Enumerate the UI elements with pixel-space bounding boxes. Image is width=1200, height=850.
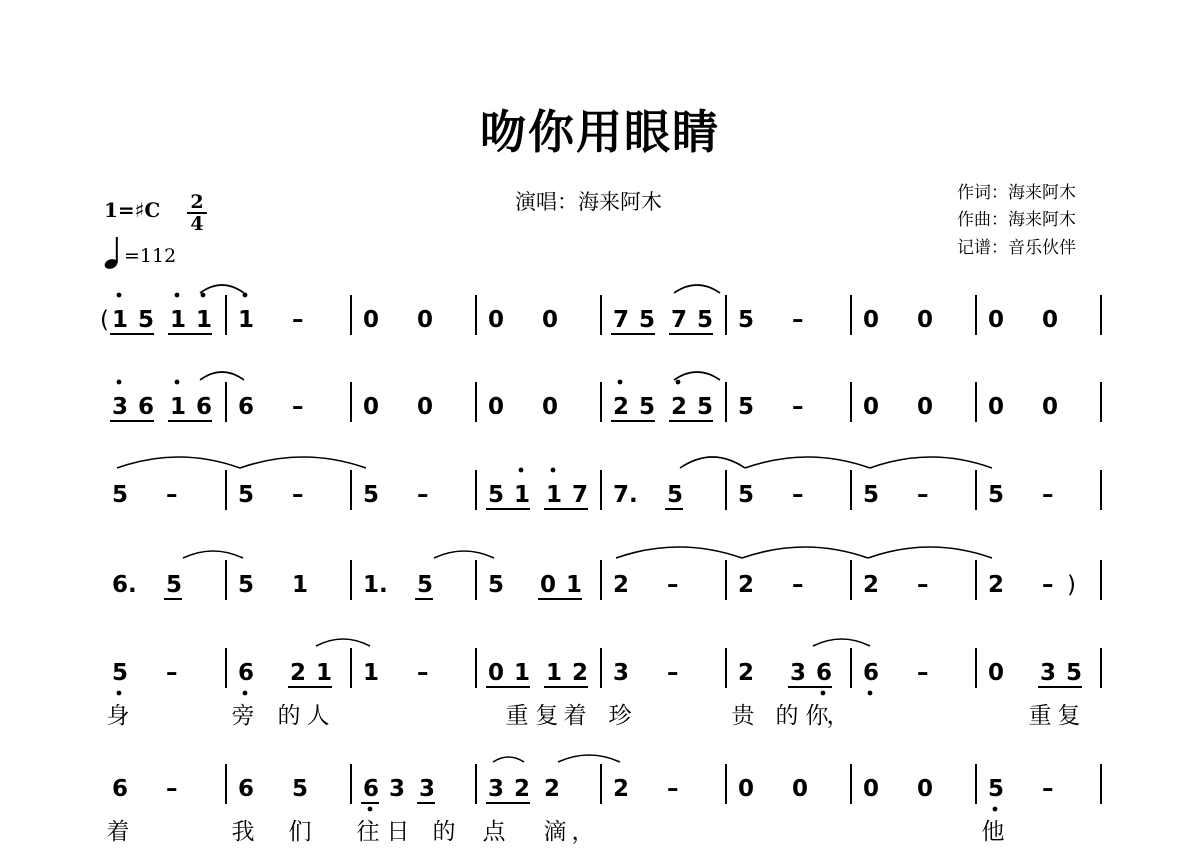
dash-sustain: – xyxy=(917,572,929,598)
note-digit: 5 xyxy=(697,394,714,420)
tie-arc xyxy=(558,755,620,762)
composer-credit: 作曲：海来阿木 xyxy=(957,210,1076,230)
note-digit: 3 xyxy=(790,660,807,686)
note-digit: 3 xyxy=(419,776,436,802)
note-digit: 1 xyxy=(546,660,563,686)
note-digit: 6 xyxy=(138,394,155,420)
note-digit: 1 xyxy=(238,307,255,333)
note-digit: 2 xyxy=(863,572,880,598)
lyric-syllable: 重 xyxy=(1028,703,1052,729)
note-digit: 1 xyxy=(170,307,187,333)
lyric-syllable: 的 xyxy=(432,819,456,845)
low-octave-dot xyxy=(821,691,826,696)
dash-sustain: – xyxy=(917,660,929,686)
note-digit: 0 xyxy=(488,394,505,420)
note-digit: 3 xyxy=(112,394,129,420)
note-digit: 6 xyxy=(238,394,255,420)
note-digit: 6 xyxy=(363,776,380,802)
note-digit: 0 xyxy=(988,307,1005,333)
dash-sustain: – xyxy=(292,394,304,420)
tie-arc xyxy=(745,457,870,468)
note-digit: 2 xyxy=(544,776,561,802)
lyric-syllable: 复 xyxy=(535,703,559,729)
note-digit: 1. xyxy=(363,572,388,598)
dash-sustain: – xyxy=(917,482,929,508)
lyric-syllable: 你 xyxy=(805,703,829,729)
dash-sustain: – xyxy=(417,482,429,508)
tie-arc xyxy=(742,547,868,558)
high-octave-dot xyxy=(618,380,623,385)
note-digit: 2 xyxy=(613,394,630,420)
note-digit: 0 xyxy=(542,307,559,333)
note-digit: 0 xyxy=(1042,307,1059,333)
intro-close-paren: ) xyxy=(1067,572,1076,598)
lyric-syllable: 他 xyxy=(981,819,1005,845)
note-digit: 5 xyxy=(166,572,183,598)
note-digit: 0 xyxy=(863,307,880,333)
note-digit: 2 xyxy=(613,572,630,598)
note-digit: 5 xyxy=(639,307,656,333)
note-digit: 5 xyxy=(488,572,505,598)
low-octave-dot xyxy=(117,691,122,696)
note-digit: 5 xyxy=(863,482,880,508)
note-digit: 1 xyxy=(316,660,333,686)
note-digit: 6 xyxy=(238,660,255,686)
note-digit: 5 xyxy=(138,307,155,333)
note-digit: 1 xyxy=(292,572,309,598)
note-digit: 0 xyxy=(917,307,934,333)
note-digit: 6 xyxy=(816,660,833,686)
dash-sustain: – xyxy=(667,776,679,802)
note-digit: 0 xyxy=(540,572,557,598)
note-digit: 2 xyxy=(572,660,589,686)
lyric-syllable: 往 xyxy=(356,819,380,845)
lyricist-credit: 作词：海来阿木 xyxy=(957,183,1076,203)
note-digit: 5 xyxy=(988,776,1005,802)
tie-arc xyxy=(183,551,243,558)
lyric-syllable: 身 xyxy=(106,703,130,729)
high-octave-dot xyxy=(551,468,556,473)
note-digit: 5 xyxy=(1066,660,1083,686)
note-digit: 0 xyxy=(792,776,809,802)
time-signature-bottom: 4 xyxy=(190,213,204,235)
tie-arc xyxy=(316,639,370,646)
note-digit: 5 xyxy=(292,776,309,802)
note-digit: 5 xyxy=(417,572,434,598)
note-digit: 0 xyxy=(417,307,434,333)
tempo-value: =112 xyxy=(124,245,177,267)
lyric-syllable: 的 xyxy=(775,703,799,729)
tie-arc xyxy=(616,547,742,558)
tie-arc xyxy=(870,457,992,468)
note-digit: 3 xyxy=(1040,660,1057,686)
high-octave-dot xyxy=(201,293,206,298)
dash-sustain: – xyxy=(667,572,679,598)
note-digit: 0 xyxy=(488,660,505,686)
note-digit: 2 xyxy=(671,394,688,420)
note-digit: 5 xyxy=(363,482,380,508)
dash-sustain: – xyxy=(1042,482,1054,508)
lyric-syllable: 复 xyxy=(1057,703,1081,729)
note-digit: 5 xyxy=(738,394,755,420)
note-digit: 1 xyxy=(170,394,187,420)
lyric-syllable: 滴 xyxy=(543,819,567,845)
note-digit: 0 xyxy=(417,394,434,420)
lyric-syllable: 贵 xyxy=(731,703,755,729)
high-octave-dot xyxy=(175,293,180,298)
tie-arc xyxy=(493,757,524,762)
note-digit: 0 xyxy=(488,307,505,333)
note-digit: 6 xyxy=(112,776,129,802)
note-digit: 0 xyxy=(917,776,934,802)
note-digit: 5 xyxy=(112,482,129,508)
note-digit: 1 xyxy=(112,307,129,333)
note-digit: 2 xyxy=(738,660,755,686)
note-digit: 6 xyxy=(196,394,213,420)
lyric-syllable: ， xyxy=(571,819,595,845)
note-digit: 0 xyxy=(863,776,880,802)
note-digit: 2 xyxy=(290,660,307,686)
lyric-syllable: 着 xyxy=(106,819,130,845)
note-digit: 5 xyxy=(488,482,505,508)
tie-arc xyxy=(117,457,240,468)
note-digit: 0 xyxy=(363,307,380,333)
song-title: 吻你用眼睛 xyxy=(480,105,720,159)
high-octave-dot xyxy=(117,293,122,298)
low-octave-dot xyxy=(993,807,998,812)
note-digit: 7 xyxy=(613,307,630,333)
low-octave-dot xyxy=(868,691,873,696)
lyric-syllable: 着 xyxy=(563,703,587,729)
note-digit: 5 xyxy=(738,482,755,508)
tie-arc xyxy=(200,285,244,293)
dash-sustain: – xyxy=(292,482,304,508)
note-digit: 5 xyxy=(639,394,656,420)
high-octave-dot xyxy=(175,380,180,385)
dash-sustain: – xyxy=(292,307,304,333)
time-signature-top: 2 xyxy=(190,191,204,213)
note-digit: 0 xyxy=(988,394,1005,420)
lyric-syllable: 我 xyxy=(231,819,255,845)
note-digit: 0 xyxy=(542,394,559,420)
note-digit: 2 xyxy=(988,572,1005,598)
key-signature: 1=♯C xyxy=(104,198,161,222)
note-digit: 5 xyxy=(738,307,755,333)
singer-credit: 演唱：海来阿木 xyxy=(515,190,662,214)
tie-arc xyxy=(674,285,720,293)
note-digit: 2 xyxy=(738,572,755,598)
note-digit: 0 xyxy=(738,776,755,802)
tie-arc xyxy=(200,372,244,380)
dash-sustain: – xyxy=(166,482,178,508)
note-digit: 3 xyxy=(389,776,406,802)
note-digit: 0 xyxy=(1042,394,1059,420)
dash-sustain: – xyxy=(166,776,178,802)
lyric-syllable: 珍 xyxy=(608,703,632,729)
note-digit: 1 xyxy=(546,482,563,508)
dash-sustain: – xyxy=(792,307,804,333)
dash-sustain: – xyxy=(417,660,429,686)
dash-sustain: – xyxy=(792,572,804,598)
dash-sustain: – xyxy=(1042,572,1054,598)
high-octave-dot xyxy=(676,380,681,385)
note-digit: 6 xyxy=(863,660,880,686)
note-digit: 1 xyxy=(514,482,531,508)
note-digit: 0 xyxy=(917,394,934,420)
dash-sustain: – xyxy=(166,660,178,686)
note-digit: 2 xyxy=(613,776,630,802)
tie-arc xyxy=(813,639,870,646)
tie-arc xyxy=(674,372,720,380)
low-octave-dot xyxy=(243,691,248,696)
lyric-syllable: 旁 xyxy=(231,703,255,729)
note-digit: 1 xyxy=(196,307,213,333)
high-octave-dot xyxy=(519,468,524,473)
transcriber-credit: 记谱：音乐伙伴 xyxy=(957,238,1076,258)
note-digit: 6. xyxy=(112,572,137,598)
low-octave-dot xyxy=(368,807,373,812)
note-digit: 7. xyxy=(613,482,638,508)
dash-sustain: – xyxy=(1042,776,1054,802)
dash-sustain: – xyxy=(667,660,679,686)
note-digit: 5 xyxy=(988,482,1005,508)
note-digit: 3 xyxy=(613,660,630,686)
tie-arc xyxy=(680,457,745,468)
lyric-syllable: 点 xyxy=(482,819,506,845)
note-digit: 5 xyxy=(238,482,255,508)
note-digit: 0 xyxy=(863,394,880,420)
lyric-syllable: 日 xyxy=(386,819,410,845)
note-digit: 5 xyxy=(667,482,684,508)
note-digit: 7 xyxy=(671,307,688,333)
note-digit: 0 xyxy=(988,660,1005,686)
note-digit: 5 xyxy=(697,307,714,333)
lyric-syllable: 人 xyxy=(306,703,330,729)
note-digit: 7 xyxy=(572,482,589,508)
dash-sustain: – xyxy=(792,482,804,508)
note-digit: 5 xyxy=(238,572,255,598)
tie-arc xyxy=(240,457,366,468)
tie-arc xyxy=(434,551,494,558)
note-digit: 0 xyxy=(363,394,380,420)
note-digit: 1 xyxy=(363,660,380,686)
lyric-syllable: 的 xyxy=(277,703,301,729)
note-digit: 3 xyxy=(488,776,505,802)
note-digit: 6 xyxy=(238,776,255,802)
lyric-syllable: 重 xyxy=(505,703,529,729)
dash-sustain: – xyxy=(792,394,804,420)
lyric-syllable: ， xyxy=(826,703,850,729)
lyric-syllable: 们 xyxy=(288,819,312,845)
tie-arc xyxy=(868,547,992,558)
intro-open-paren: ( xyxy=(100,307,109,333)
note-digit: 1 xyxy=(514,660,531,686)
high-octave-dot xyxy=(117,380,122,385)
note-digit: 1 xyxy=(566,572,583,598)
note-digit: 2 xyxy=(514,776,531,802)
note-digit: 5 xyxy=(112,660,129,686)
